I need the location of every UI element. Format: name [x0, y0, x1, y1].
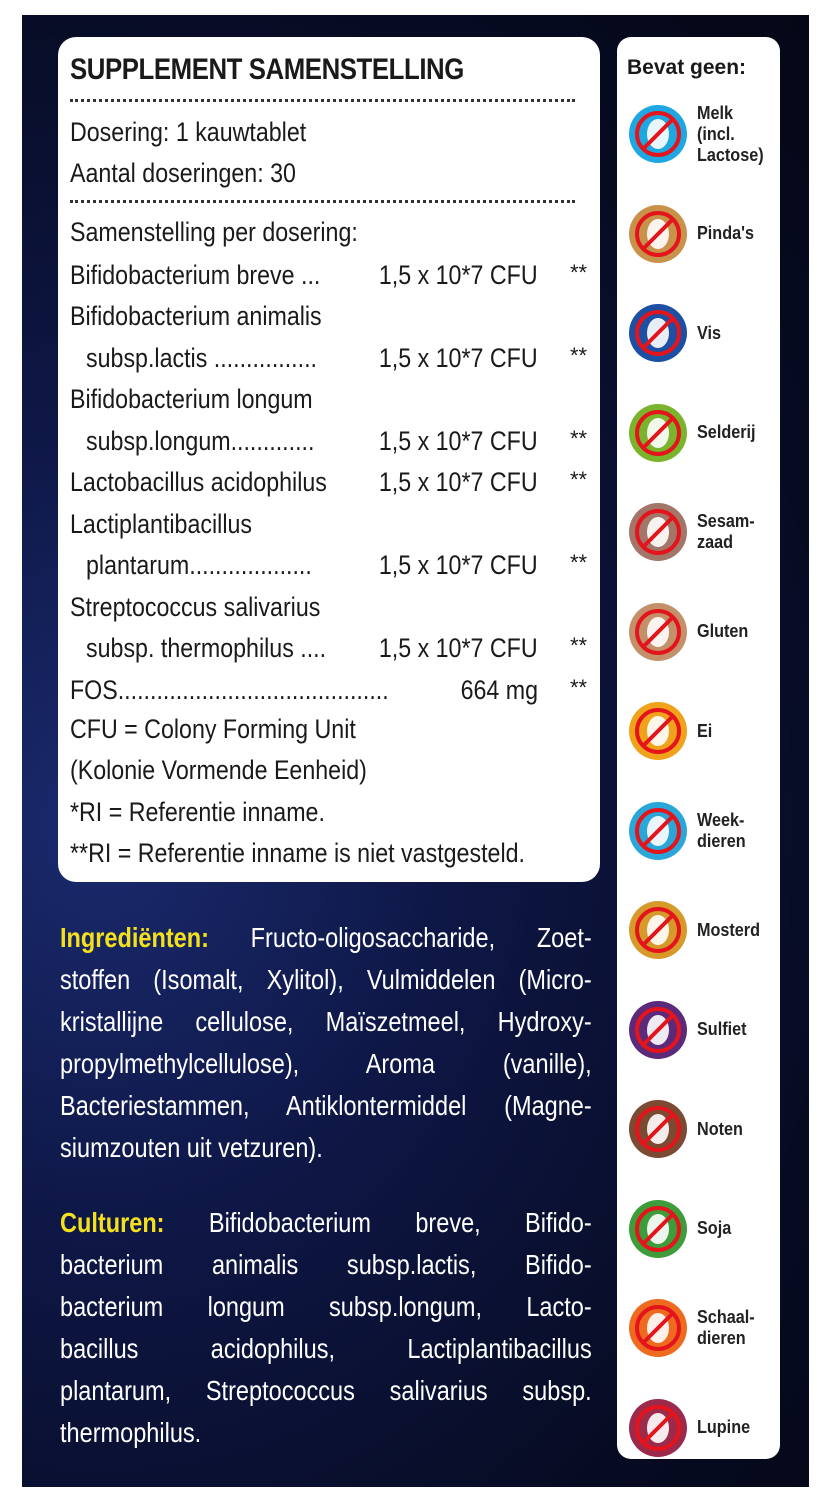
milk-icon [627, 103, 689, 165]
ri-mark: ** [570, 260, 588, 285]
composition-row [58, 384, 600, 414]
mustard-icon [627, 899, 689, 961]
wheat-icon [627, 601, 689, 663]
ingredient-amount: 1,5 x 10*7 CFU [379, 343, 538, 373]
ri-mark: ** [570, 426, 588, 451]
composition-row [58, 633, 600, 663]
composition-row [58, 260, 600, 290]
ingredient-name: Bifidobacterium breve ... [70, 260, 321, 290]
allergen-item [627, 103, 777, 173]
cultures-line: Culturen: Bifidobacterium breve, Bifido- [60, 1207, 592, 1238]
ingredients-label: Ingrediënten: [60, 922, 209, 953]
molecule-icon [627, 999, 689, 1061]
allergen-item [627, 700, 777, 770]
ingredients-line: Bacteriestammen, Antiklontermiddel (Magne- [60, 1090, 592, 1121]
cultures-label: Culturen: [60, 1207, 165, 1238]
allergen-item [627, 302, 777, 372]
ingredient-name: Bifidobacterium longum [70, 384, 313, 414]
panel-title: SUPPLEMENT SAMENSTELLING [70, 53, 464, 86]
allergen-item [627, 1297, 777, 1367]
ingredient-name: Lactobacillus acidophilus [70, 467, 327, 497]
composition-panel [58, 37, 600, 882]
ingredients-line: siumzouten uit vetzuren). [60, 1132, 323, 1163]
cultures-line: plantarum, Streptococcus salivarius subsp. [60, 1375, 592, 1406]
crab-icon [627, 1297, 689, 1359]
composition-row [58, 550, 600, 580]
allergen-item [627, 999, 777, 1069]
dosage-text: Dosering: 1 kauwtablet [70, 117, 307, 147]
allergen-label: Ei [697, 720, 713, 741]
allergen-label: Schaal- dieren [697, 1307, 755, 1348]
footnote: CFU = Colony Forming Unit [70, 714, 356, 744]
cultures-line: bacillus acidophilus, Lactiplantibacillus [60, 1333, 592, 1364]
ingredients-line: stoffen (Isomalt, Xylitol), Vulmiddelen (Micro- [60, 964, 592, 995]
composition-row [58, 426, 600, 456]
allergen-item [627, 1098, 777, 1168]
composition-row [58, 301, 600, 331]
ingredients-line: propylmethylcellulose), Aroma (vanille), [60, 1048, 592, 1079]
ingredient-name: Lactiplantibacillus [70, 509, 252, 539]
allergen-label: Week- dieren [697, 809, 746, 851]
allergen-item [627, 601, 777, 671]
ri-mark: ** [570, 550, 588, 575]
ingredient-name: subsp.longum............. [86, 426, 315, 456]
ingredient-name: plantarum................... [86, 550, 312, 580]
cultures-line: bacterium longum subsp.longum, Lacto- [60, 1291, 592, 1322]
allergen-label: Soja [697, 1218, 732, 1238]
composition-row [58, 467, 600, 497]
cultures-text [60, 1202, 592, 1454]
allergen-label: Vis [697, 322, 722, 343]
ingredients-text [60, 917, 592, 1169]
per-dose-heading: Samenstelling per dosering: [70, 217, 358, 247]
footnote: (Kolonie Vormende Eenheid) [70, 755, 367, 785]
allergen-label: Mosterd [697, 919, 761, 940]
ri-mark: ** [570, 467, 588, 492]
ingredient-amount: 1,5 x 10*7 CFU [379, 633, 538, 663]
ingredients-line: Ingrediënten: Fructo-oligosaccharide, Zoet- [60, 922, 592, 953]
allergen-label: Selderij [697, 422, 756, 442]
fish-icon [627, 302, 689, 364]
nut-icon [627, 1098, 689, 1160]
allergen-label: Pinda's [697, 223, 754, 243]
allergen-label: Sulfiet [697, 1019, 747, 1039]
allergen-label: Sesam- zaad [697, 511, 755, 552]
celery-icon [627, 402, 689, 464]
ingredient-name: subsp. thermophilus .... [86, 633, 327, 663]
doses-count-text: Aantal doseringen: 30 [70, 158, 296, 188]
dotted-separator [70, 99, 575, 102]
allergen-item [627, 1397, 777, 1467]
lupine-icon [627, 1397, 689, 1459]
ingredient-amount: 1,5 x 10*7 CFU [379, 426, 538, 456]
allergen-item [627, 203, 777, 273]
ingredient-amount: 1,5 x 10*7 CFU [379, 467, 538, 497]
ri-mark: ** [570, 675, 588, 700]
composition-row [58, 675, 600, 705]
allergen-label: Noten [697, 1118, 743, 1139]
ingredient-amount: 664 mg [460, 675, 538, 705]
allergen-label: Melk (incl. Lactose) [697, 102, 764, 165]
ingredient-name: Bifidobacterium animalis [70, 301, 322, 331]
ingredients-line: kristallijne cellulose, Maïszetmeel, Hydroxy- [60, 1006, 592, 1037]
footnote: *RI = Referentie inname. [70, 797, 325, 827]
cultures-line: bacterium animalis subsp.lactis, Bifido- [60, 1249, 592, 1280]
allergen-item [627, 501, 777, 571]
composition-row [58, 592, 600, 622]
egg-icon [627, 700, 689, 762]
cultures-line: thermophilus. [60, 1417, 202, 1448]
ingredient-amount: 1,5 x 10*7 CFU [379, 550, 538, 580]
peanut-icon [627, 203, 689, 265]
allergen-label: Gluten [697, 621, 749, 641]
ri-mark: ** [570, 633, 588, 658]
sesame-icon [627, 501, 689, 563]
allergen-item [627, 402, 777, 472]
allergen-item [627, 1198, 777, 1268]
allergen-item [627, 800, 777, 870]
composition-row [58, 509, 600, 539]
allergen-label: Lupine [697, 1417, 751, 1437]
soy-icon [627, 1198, 689, 1260]
allergen-item [627, 899, 777, 969]
ingredient-name: subsp.lactis ................ [86, 343, 317, 373]
allergen-panel [617, 37, 780, 1459]
shell-icon [627, 800, 689, 862]
dotted-separator [70, 200, 575, 203]
composition-row [58, 343, 600, 373]
ri-mark: ** [570, 343, 588, 368]
allergen-panel-title: Bevat geen: [627, 56, 747, 79]
ingredient-name: Streptococcus salivarius [70, 592, 321, 622]
footnote: **RI = Referentie inname is niet vastgesteld. [70, 838, 525, 868]
ingredient-name: FOS.......................................... [70, 675, 389, 705]
ingredient-amount: 1,5 x 10*7 CFU [379, 260, 538, 290]
